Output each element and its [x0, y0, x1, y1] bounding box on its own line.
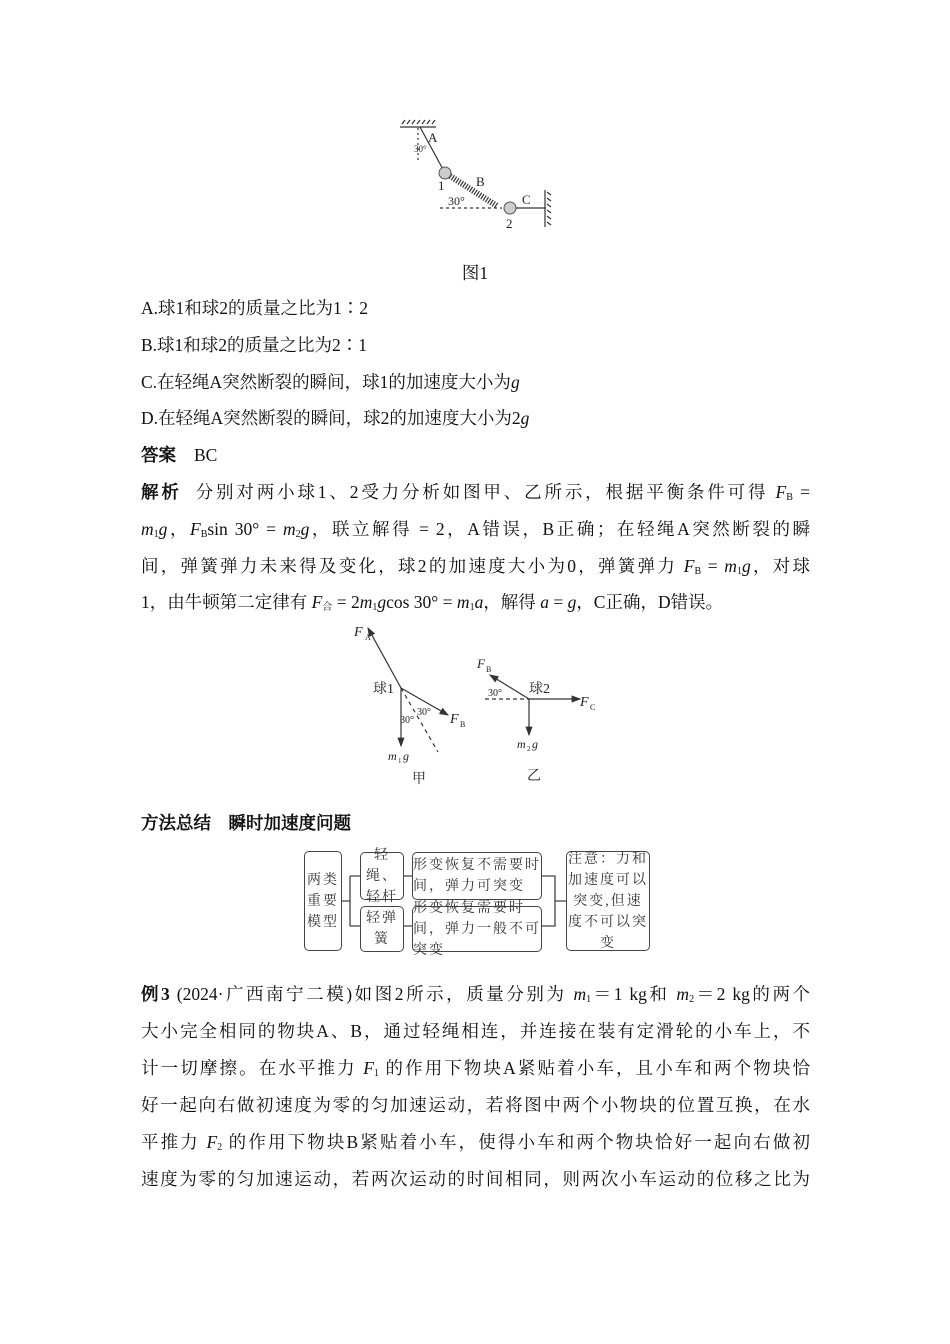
math-variable: m [282, 519, 296, 539]
text-segment: ，对球 [750, 556, 811, 576]
caption-yi: 乙 [527, 769, 541, 784]
flowchart-note: 注意：力和加速度可以突变,但速度不可以突变 [568, 851, 648, 951]
text-segment: ， [167, 519, 190, 539]
text-segment: 1，由牛顿第二定律有 [141, 592, 312, 612]
label-fb: F [477, 656, 485, 671]
math-subscript: 2 [689, 994, 695, 1005]
label-fa-sub: A [365, 633, 371, 642]
text-segment: 速度为零的匀加速运动，若两次运动的时间相同，则两次小车运动的位移之比为 [141, 1169, 810, 1189]
example-line [141, 1019, 810, 1043]
math-subscript: 合 [322, 602, 333, 613]
math-variable: F [775, 482, 787, 502]
option-d [141, 406, 810, 430]
math-variable: g [741, 556, 751, 576]
math-variable: g [158, 519, 168, 539]
caption-jia: 甲 [412, 772, 426, 787]
label-m1g-sub: 1 [398, 757, 402, 765]
text-segment: 的作用下物块A紧贴着小车，且小车和两个物块恰 [378, 1058, 811, 1078]
example-line [141, 1167, 810, 1191]
math-variable: m [456, 592, 470, 612]
analysis-line [141, 480, 810, 504]
text-segment: 间，弹簧弹力未来得及变化，球2的加速度大小为0，弹簧弹力 [141, 556, 684, 576]
label-m1g-g: g [403, 749, 409, 763]
text-segment: ，解得 [483, 592, 541, 612]
text-segment: = [792, 482, 810, 502]
label-rope-c: C [522, 192, 531, 207]
math-variable: a [474, 592, 484, 612]
text-segment: ＝2 kg的两个 [694, 984, 811, 1004]
method-summary-title: 方法总结 瞬时加速度问题 [141, 813, 351, 833]
math-variable: F [190, 519, 201, 539]
flowchart-desc-rope: 形变恢复不需要时间，弹力可突变 [412, 852, 542, 900]
analysis-line-text [196, 482, 810, 502]
math-variable: g [510, 372, 520, 392]
math-subscript: 1 [469, 602, 475, 613]
label-ball-1: 1 [438, 178, 445, 193]
text-segment: ，联立解得 = 2，A错误，B正确；在轻绳A突然断裂的瞬 [309, 519, 811, 539]
math-variable: m [141, 519, 154, 539]
label-m2g-sub: 2 [527, 745, 531, 753]
option-a: A.球1和球2的质量之比为1∶2 [141, 298, 369, 318]
option-c [141, 370, 810, 394]
label-fb-sub: B [486, 665, 492, 674]
force-diagrams [340, 620, 620, 790]
text-segment: sin 30° = [207, 519, 283, 539]
text-segment: 平推力 [141, 1132, 207, 1152]
text-segment: 大小完全相同的物块A、B，通过轻绳相连，并连接在装有定滑轮的小车上，不 [141, 1021, 810, 1041]
text-segment: 例3 [141, 984, 170, 1004]
label-angle: 30° [400, 715, 414, 726]
math-subscript: B [786, 492, 793, 503]
label-m2g: m [517, 737, 526, 751]
text-segment: 分别对两小球1、2受力分析如图甲、乙所示，根据平衡条件可得 [195, 482, 776, 502]
label-rope-a: A [428, 130, 438, 145]
flowchart-model-rope: 轻绳、轻杆 [360, 852, 404, 900]
math-subscript: 1 [153, 529, 159, 540]
analysis-line [141, 554, 810, 578]
analysis-line [141, 590, 810, 614]
label-fc-sub: C [590, 703, 596, 712]
math-variable: g [520, 408, 530, 428]
flowchart-model-spring: 轻弹簧 [360, 906, 404, 952]
math-subscript: 2 [295, 529, 301, 540]
label-ball-2: 2 [506, 216, 513, 231]
text-segment: (2024·广西南宁二模)如图2所示，质量分别为 [169, 984, 574, 1004]
math-subscript: B [200, 529, 208, 540]
label-angle-top: 30° [414, 144, 427, 154]
option-b: B.球1和球2的质量之比为2∶1 [141, 335, 368, 355]
text-segment: = [548, 592, 568, 612]
math-subscript: 2 [217, 1142, 223, 1153]
flowchart-root: 两类重要模型 [304, 851, 342, 951]
math-variable: F [206, 1132, 218, 1152]
text-segment: = 2 [332, 592, 360, 612]
math-variable: F [363, 1058, 374, 1078]
text-segment: 的作用下物块B紧贴着小车，使得小车和两个物块恰好一起向右做初 [222, 1132, 811, 1152]
text-segment: ，C正确，D错误。 [576, 592, 724, 612]
label-ball-2: 球2 [529, 682, 550, 697]
example-line [141, 982, 810, 1006]
math-variable: g [567, 592, 577, 612]
label-m2g-g: g [532, 737, 538, 751]
math-variable: m [573, 984, 587, 1004]
example-line [141, 1056, 810, 1080]
math-variable: m [359, 592, 373, 612]
text-segment: = [701, 556, 725, 576]
label-angle-bottom: 30° [448, 194, 465, 208]
text-segment: C.在轻绳A突然断裂的瞬间，球1的加速度大小为 [141, 372, 511, 392]
figure-1-caption: 图1 [461, 263, 489, 283]
label-fa: F [354, 625, 363, 640]
analysis-line [141, 517, 810, 541]
label-fb: F [450, 712, 459, 727]
label-angle: 30° [488, 688, 502, 699]
math-variable: g [300, 519, 310, 539]
math-subscript: B [694, 566, 702, 577]
text-segment: 计一切摩擦。在水平推力 [141, 1058, 364, 1078]
math-variable: m [724, 556, 737, 576]
text-segment: ＝1 kg和 [591, 984, 677, 1004]
example-line [141, 1130, 810, 1154]
math-subscript: 1 [586, 994, 592, 1005]
math-variable: g [377, 592, 387, 612]
label-fc: F [580, 695, 589, 710]
answer-label: 答案 [141, 445, 176, 465]
math-subscript: 1 [372, 602, 378, 613]
text-segment: D.在轻绳A突然断裂的瞬间，球2的加速度大小为2 [141, 408, 521, 428]
label-angle: 30° [417, 707, 431, 718]
math-variable: F [683, 556, 695, 576]
label-spring-b: B [476, 174, 485, 189]
math-subscript: 1 [373, 1068, 379, 1079]
text-segment: 好一起向右做初速度为零的匀加速运动，若将图中两个小物块的位置互换，在水 [141, 1095, 810, 1115]
label-m1g: m [388, 749, 397, 763]
figure-1-diagram [390, 110, 570, 240]
flowchart-desc-spring: 形变恢复需要时间，弹力一般不可突变 [413, 900, 541, 958]
label-ball-1: 球1 [373, 682, 394, 697]
math-variable: m [676, 984, 690, 1004]
math-variable: a [540, 592, 549, 612]
answer [141, 443, 810, 467]
text-segment: cos 30° = [386, 592, 457, 612]
example-line [141, 1093, 810, 1117]
analysis-label: 解析 [141, 482, 182, 502]
math-subscript: 1 [736, 566, 742, 577]
label-fb-sub: B [460, 720, 466, 729]
answer-value: BC [194, 445, 218, 465]
math-variable: F [311, 592, 323, 612]
